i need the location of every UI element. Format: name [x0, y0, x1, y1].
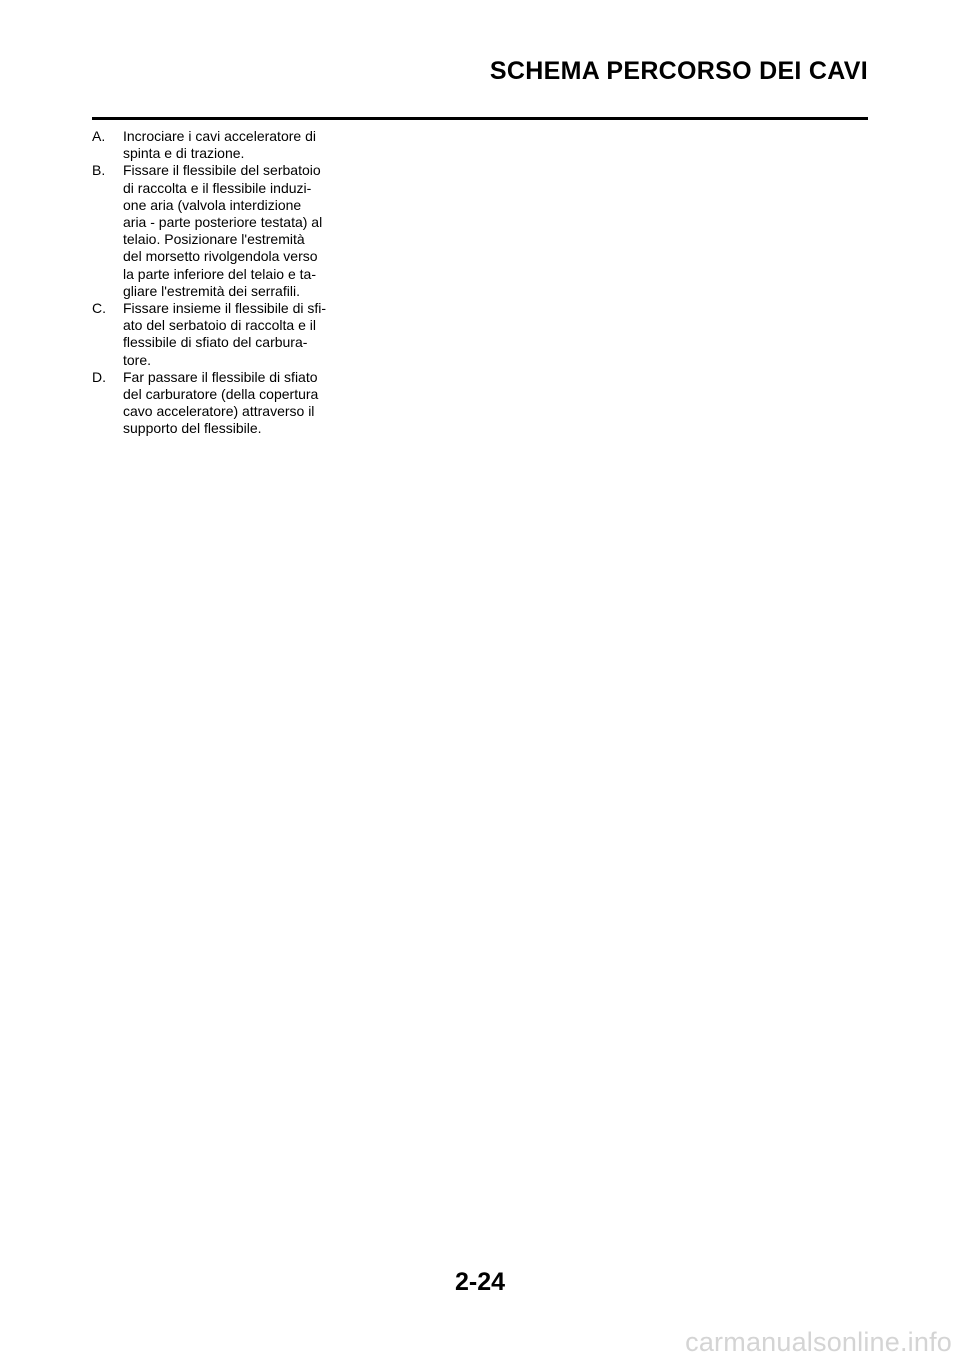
instruction-letter: B. — [92, 162, 106, 179]
instruction-item-d — [92, 369, 342, 438]
instruction-letter: C. — [92, 300, 106, 317]
instruction-list — [92, 128, 342, 438]
instruction-text: Fissare insieme il flessibile di sfi- ato del serbatoio di raccolta e il flessibile di sfiato del carbura- tore. — [123, 300, 327, 368]
instruction-text: Incrociare i cavi acceleratore di spinta e di trazione. — [123, 128, 316, 162]
page-number: 2-24 — [454, 1268, 506, 1296]
instruction-letter: A. — [92, 128, 106, 144]
instruction-item-b — [92, 162, 342, 300]
watermark: carmanualsonline.info — [685, 1327, 952, 1357]
instruction-letter: D. — [92, 368, 106, 385]
instruction-text: Far passare il flessibile di sfiato del carburatore (della copertura cavo acceleratore) attraverso il supporto del flessibile. — [123, 368, 319, 437]
page-title: SCHEMA PERCORSO DEI CAVI — [489, 57, 868, 85]
instruction-text: Fissare il flessibile del serbatoio di raccolta e il flessibile induzi- one aria (valvola interdizione aria - parte posteriore testata) al telaio. Posizionare l'estremità del morsetto rivolgendola verso la parte inferiore del telaio e ta- gliare l'estremità dei serrafili. — [123, 162, 323, 299]
title-rule — [92, 117, 868, 120]
instruction-item-a — [92, 128, 342, 162]
instruction-item-c — [92, 300, 342, 369]
